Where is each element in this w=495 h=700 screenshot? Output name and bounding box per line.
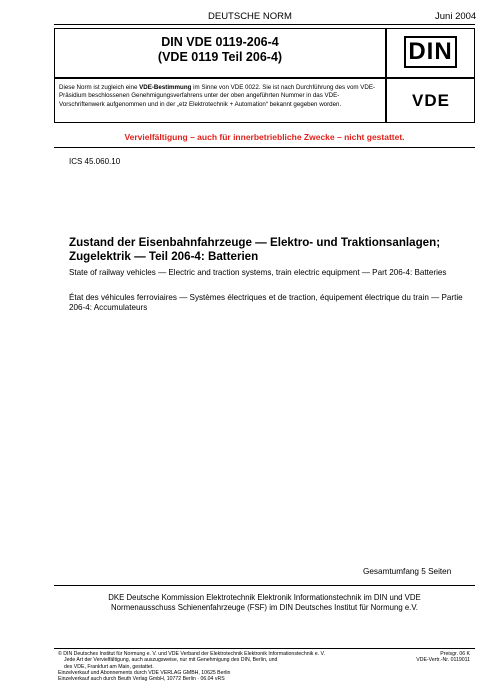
norm-type-label: DEUTSCHE NORM bbox=[208, 11, 292, 22]
notice-divider bbox=[54, 147, 475, 148]
vde-order-number: VDE-Vertr.-Nr. 0119011 bbox=[416, 657, 470, 664]
vde-logo: VDE bbox=[412, 91, 450, 110]
title-box bbox=[54, 28, 386, 78]
publication-date: Juni 2004 bbox=[435, 11, 477, 22]
vde-notice-text-1: Diese Norm ist zugleich eine bbox=[59, 84, 140, 91]
footer-line: Einzelverkauf und Abonnements durch VDE VERLAG GMBH, 10625 Berlin bbox=[58, 669, 231, 676]
footer-line: des VDE, Frankfurt am Main, gestattet. bbox=[64, 663, 154, 670]
din-logo-box bbox=[386, 28, 475, 78]
footer-copyright bbox=[58, 651, 388, 682]
main-title: Zustand der Eisenbahnfahrzeuge — Elektro- und Traktionsanlagen; Zugelektrik — Teil 206-4: Batterien bbox=[69, 236, 441, 263]
vde-notice-bold: VDE-Bestimmung bbox=[139, 84, 192, 91]
ics-code: ICS 45.060.10 bbox=[69, 157, 121, 166]
standard-number: DIN VDE 0119-206-4 bbox=[161, 35, 279, 49]
dke-line-1: DKE Deutsche Kommission Elektrotechnik Elektronik Informationstechnik im DIN und VDE bbox=[108, 593, 421, 602]
dke-divider bbox=[54, 585, 475, 586]
footer-line: © DIN Deutsches Institut für Normung e. V. und VDE Verband der Elektrotechnik Elektronik Informationstechnik e. V. bbox=[58, 651, 325, 657]
english-title: State of railway vehicles — Electric and traction systems, train electric equipment — Part 206-4: Batteries bbox=[69, 268, 447, 277]
footer-price bbox=[402, 651, 470, 664]
vde-logo-box bbox=[386, 78, 475, 123]
price-group: Preisgr. 06 K bbox=[440, 651, 470, 657]
dke-block bbox=[54, 593, 475, 613]
standard-number-alt: (VDE 0119 Teil 206-4) bbox=[157, 50, 283, 64]
footer-line: Jede Art der Vervielfältigung, auch auszugsweise, nur mit Genehmigung des DIN, Berlin, und bbox=[64, 657, 278, 664]
vde-notice bbox=[54, 78, 386, 123]
footer-divider bbox=[54, 648, 475, 649]
french-title: État des véhicules ferroviaires — Systèmes électriques et de traction, équipement électrique du train — Partie 206-4: Accumulateurs bbox=[69, 293, 463, 312]
din-logo: DIN bbox=[404, 36, 457, 68]
reproduction-notice: Vervielfältigung – auch für innerbetriebliche Zwecke – nicht gestattet. bbox=[124, 132, 405, 142]
footer-line: Einzelverkauf auch durch Beuth Verlag GmbH, 10772 Berlin · 06.04 vRS bbox=[58, 676, 225, 683]
total-pages: Gesamtumfang 5 Seiten bbox=[363, 567, 452, 576]
dke-line-2: Normenausschuss Schienenfahrzeuge (FSF) im DIN Deutsches Institut für Normung e.V. bbox=[111, 603, 418, 612]
vde-notice-text-2: im Sinne von VDE 0022. Sie ist nach Durchführung des vom VDE-Präsidium beschlossenen Genehmigungsverfahrens unter der oben angeführten Nummer in das VDE-Vorschriftenwerk aufgenommen und in der „etz Elektrotechnik + Automation“ bekannt gegeben worden. bbox=[59, 84, 376, 108]
header-divider bbox=[54, 24, 475, 25]
